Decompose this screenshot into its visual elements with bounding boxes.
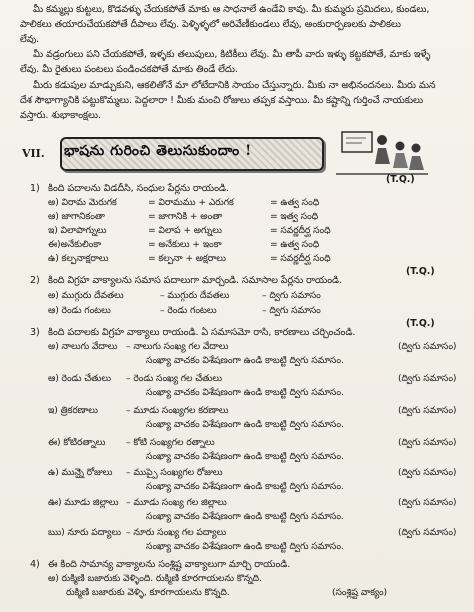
para-line-6: మీరు కడుపుల మాడ్చుకుని, ఆకలితోనే మా లోటేదానికి సాయం చేస్తున్నారు. మీకు నా అభినందనలు. మీరు మన xyxy=(33,80,436,91)
section-title: భాషను గురించి తెలుసుకుందాం ! xyxy=(64,143,252,159)
q1-text: కింది పదాలను విడదీసి, సంధుల పేర్లను రాయండి. xyxy=(48,183,229,194)
q3-item-5-reason: సంఖ్యా వాచకం విశేషణంగా ఉండి కాబట్టి ద్విగు సమాసం. xyxy=(146,481,344,492)
q3-item-5-term: ఉ) మున్నెై రోజులు xyxy=(48,467,113,478)
q2-row-1-compound: – ముగ్గురు దేవతలు xyxy=(160,290,230,301)
q3-item-4-expansion: – కోటి సంఖ్యగల రత్నాలు xyxy=(126,437,215,448)
q3-item-6-type: (ద్విగు సమాసం) xyxy=(398,497,457,508)
q1-row-2-split: = జాగానికి + అంతా xyxy=(148,211,223,222)
q2-row-2-term: ఆ) రెండు గంటలు xyxy=(48,305,111,316)
q3-item-7-reason: సంఖ్యా వాచకం విశేషణంగా ఉండి కాబట్టి ద్విగు సమాసం. xyxy=(146,541,344,552)
q3-item-3-term: ఇ) త్రికరణాలు xyxy=(48,405,98,416)
q2-row-2-type: – ద్విగు సమాసం xyxy=(262,305,321,316)
para-line-2: పాలికలు తయారుచేయకపోతే దీపాలు లేవు. పెళ్ళిళ్ళలో అరివేణీకుండలు లేవు, అంకురార్పణలకు పాలికలు xyxy=(20,19,401,30)
q1-row-3-split: = విలాప + అగ్నులు xyxy=(148,225,222,236)
q3-item-3-reason: సంఖ్యా వాచకం విశేషణంగా ఉండి కాబట్టి ద్విగు సమాసం. xyxy=(146,419,344,430)
q1-row-4-split: = అనేకులు + ఇంకా xyxy=(148,239,222,250)
para-line-5: లేవు. మీ రైతులు పంటలు పండించకపోతే మాకు తిండే లేదు. xyxy=(20,64,238,75)
q1-row-3-term: ఇ) విలాపాగ్నులు xyxy=(48,225,107,236)
q2-text: కింది విగ్రహ వాక్యాలను సమాస పదాలుగా మార్చండి. సమాసాల పేర్లను రాయండి. xyxy=(48,275,342,286)
q3-item-2-expansion: – రెండు సంఖ్య గల చేతులు xyxy=(126,373,222,384)
q4-number: 4) xyxy=(30,559,40,570)
q3-item-7-type: (ద్విగు సమాసం) xyxy=(398,527,457,538)
q1-row-1-split: = విరామము + ఎరుగక xyxy=(148,197,234,208)
q3-item-6-reason: సంఖ్యా వాచకం విశేషణంగా ఉండి కాబట్టి ద్విగు సమాసం. xyxy=(146,511,344,522)
q2-number: 2) xyxy=(30,275,40,286)
q1-tq-label: (T.Q.) xyxy=(386,174,415,185)
q3-item-1-reason: సంఖ్యా వాచకం విశేషణంగా ఉండి కాబట్టి ద్విగు సమాసం. xyxy=(146,355,344,366)
section-number: VII. xyxy=(22,147,45,160)
q1-row-1-term: అ) విరామ మెరుగక xyxy=(48,197,117,208)
para-line-8: వస్తారు. శుభాకాంక్షలు. xyxy=(20,110,101,121)
q2-tq-label: (T.Q.) xyxy=(406,266,435,277)
q1-row-5-term: ఉ) కల్పనాక్షరాలు xyxy=(48,253,109,264)
q1-row-5-split: = కల్పనా + అక్షరాలు xyxy=(148,253,226,264)
q1-number: 1) xyxy=(30,183,40,194)
q4-type: (సంశ్లిష్ట వాక్యం) xyxy=(332,587,387,598)
para-line-4: మీ వడ్రంగులు పని చేయకపోతే, ఇళ్ళకు తలుపులు, కిటికీలు లేవు. మీ తాపీ వారు ఇళ్ళు కట్టకపోతే, మాకు ఇళ్ళే xyxy=(33,49,431,60)
q2-row-1-term: అ) ముగ్గురు దేవతలు xyxy=(48,290,124,301)
q4-text: ఈ కింది సామాన్య వాక్యాలను సంశ్లిష్ట వాక్యాలుగా మార్చి రాయండి. xyxy=(48,559,291,570)
q3-item-1-type: (ద్విగు సమాసం) xyxy=(398,341,457,352)
q3-item-7-expansion: – నూరు సంఖ్య గల పద్యాలు xyxy=(126,527,227,538)
q3-item-6-expansion: – మూడు సంఖ్య గల జిల్లాలు xyxy=(126,497,227,508)
q3-item-5-expansion: – ముప్పై సంఖ్యగల రోజులు xyxy=(126,467,223,478)
q3-item-4-type: (ద్విగు సమాసం) xyxy=(398,437,457,448)
q2-row-1-type: – ద్విగు సమాసం xyxy=(262,290,321,301)
q3-item-2-reason: సంఖ్యా వాచకం విశేషణంగా ఉండి కాబట్టి ద్విగు సమాసం. xyxy=(146,387,344,398)
q1-row-2-sandhi: = ఇత్వ సంధి xyxy=(270,211,319,222)
q3-item-3-type: (ద్విగు సమాసం) xyxy=(398,405,457,416)
q3-item-2-term: ఆ) రెండు చేతులు xyxy=(48,373,111,384)
q1-row-4-term: ఈ)అనేకులింకా xyxy=(48,239,102,250)
q3-item-6-term: ఊ) మూడు జిల్లాలు xyxy=(48,497,119,508)
q3-item-5-type: (ద్విగు సమాసం) xyxy=(398,467,457,478)
q3-item-4-term: ఈ) కోటిరత్నాలు xyxy=(48,437,106,448)
q3-item-2-type: (ద్విగు సమాసం) xyxy=(398,373,457,384)
q3-item-3-expansion: – మూడు సంఖ్యగల కరణాలు xyxy=(126,405,229,416)
para-line-7: దేశ సౌభాగ్యానికి పట్టుకొమ్మలు. పెద్దలారా ! మీకు మంచి రోజులు తప్పక వస్తాయి. మీ కష్టాన్ని గుర్తించే నాయకులు xyxy=(20,95,423,106)
q4-sentence: అ) రుక్మిణి బజారుకు వెళ్ళింది. రుక్మిణి కూరగాయలను కొన్నది. xyxy=(48,573,262,584)
q1-row-5-sandhi: = సవర్ణదీర్ఘ సంధి xyxy=(270,253,331,264)
q2-row-2-compound: – రెండు గంటలు xyxy=(160,305,217,316)
q3-tq-label: (T.Q.) xyxy=(406,318,435,329)
q1-row-3-sandhi: = సవర్ణదీర్ఘ సంధి xyxy=(270,225,331,236)
q1-row-2-term: ఆ) జాగానికంతా xyxy=(48,211,105,222)
q3-item-4-reason: సంఖ్యా వాచకం విశేషణంగా ఉండి కాబట్టి ద్విగు సమాసం. xyxy=(146,451,344,462)
q3-item-7-term: ఋ) నూరు పద్యాలు xyxy=(48,527,121,538)
q3-number: 3) xyxy=(30,327,40,338)
q3-item-1-expansion: – నాలుగు సంఖ్య గల వేదాలు xyxy=(126,341,229,352)
para-line-1: మీ కమ్మల్లు కుట్టలు, కొడవళ్ళు చేయకపోతే మాకు ఆ సాధనాలే ఉండేవి కావు. మీ కుమ్మరు ప్రమిదలు, కుండలు, xyxy=(33,4,430,15)
q1-row-1-sandhi: = ఉత్వ సంధి xyxy=(270,197,320,208)
q3-text: కింది పదాలకు విగ్రహ వాక్యాలు రాయండి. ఏ సమాసమో రాసి, కారణాలు చర్చించండి. xyxy=(48,327,356,338)
q4-answer: రుక్మిణి బజారుకు వెళ్ళి, కూరగాయలను కొన్నది. xyxy=(66,587,230,598)
para-line-3: లేవు. xyxy=(20,34,40,45)
q3-item-1-term: అ) నాలుగు వేదాలు xyxy=(48,341,118,352)
q1-row-4-sandhi: = ఉత్వ సంధి xyxy=(270,239,320,250)
classroom-illustration xyxy=(334,128,430,180)
